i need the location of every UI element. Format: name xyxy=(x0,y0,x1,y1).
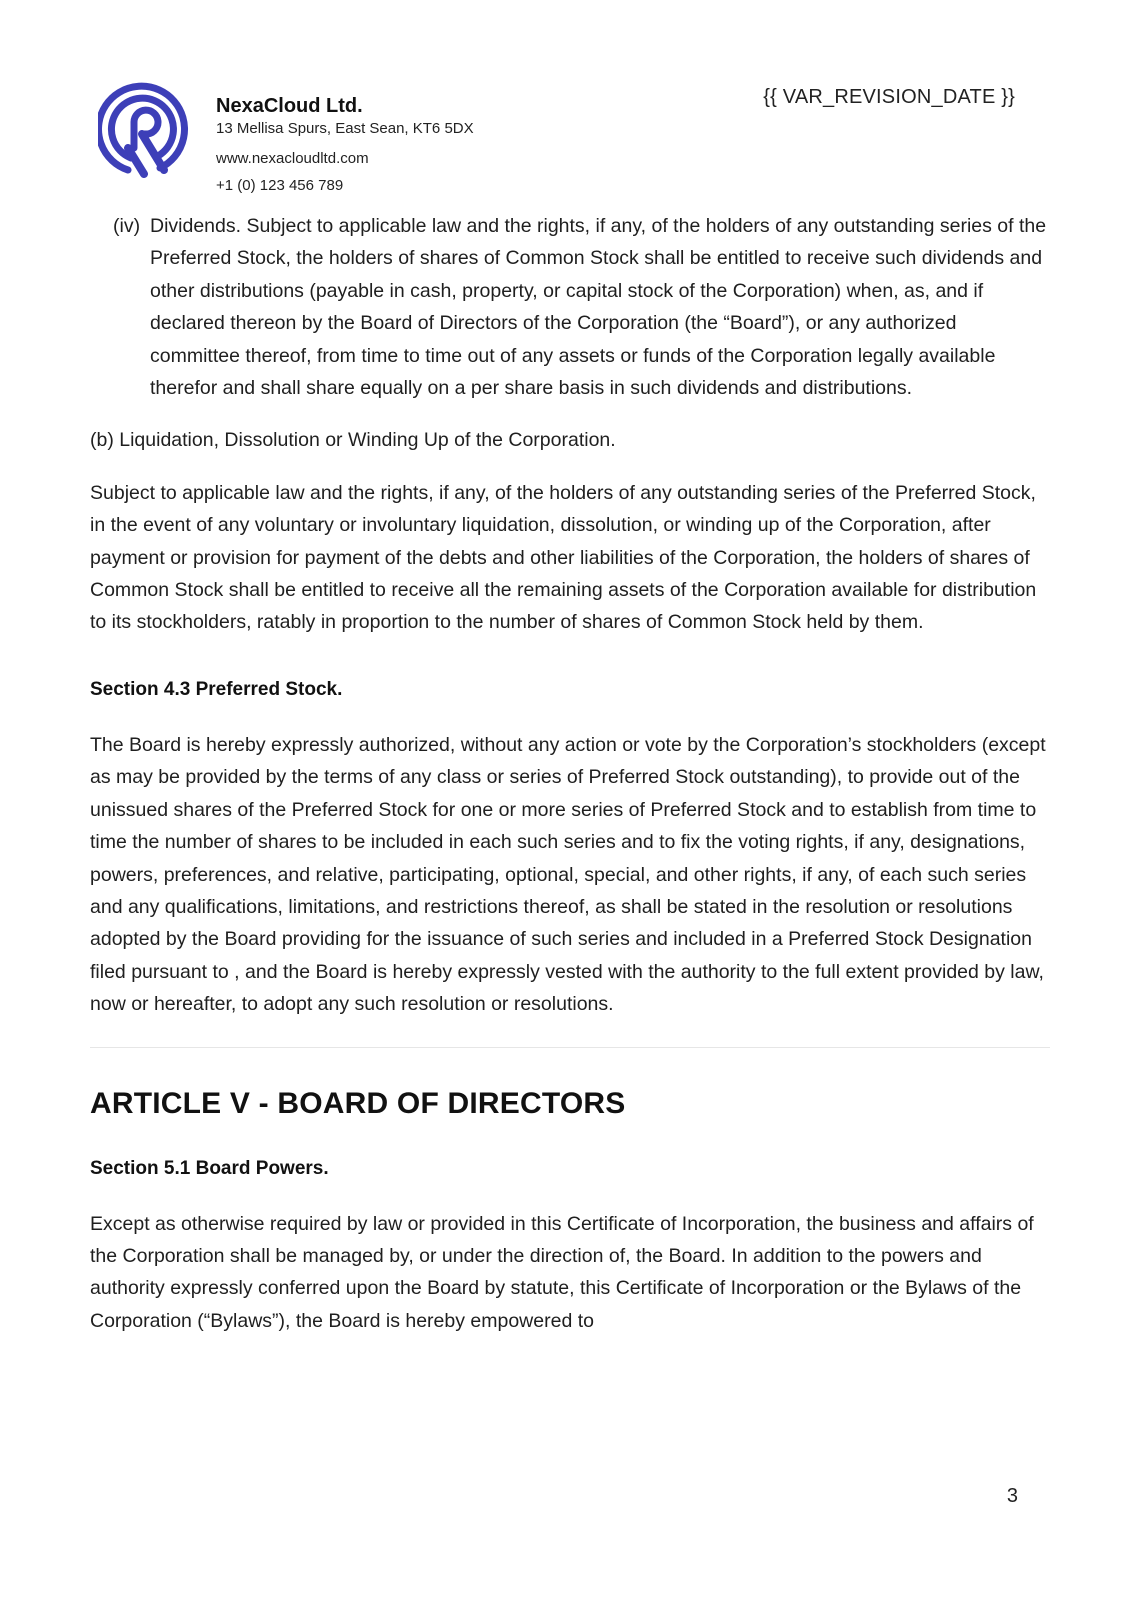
list-item-text: Dividends. Subject to applicable law and the rights, if any, of the holders of any outstanding series of the Preferred Stock, the holders of shares of Common Stock shall be entitled to receive such dividends and other distributions (payable in cash, property, or capital stock of the Corporation) when, as, and if declared thereon by the Board of Directors of the Corporation (the “Board”), or any authorized committee thereof, from time to time out of any assets or funds of the Corporation legally available therefor and shall share equally on a per share basis in such dividends and distributions. xyxy=(150,215,1047,400)
list-marker: (iv) xyxy=(113,215,141,237)
company-name: NexaCloud Ltd. xyxy=(216,95,363,117)
section-divider xyxy=(90,1047,1050,1048)
liquidation-paragraph: Subject to applicable law and the rights, if any, of the holders of any outstanding series of the Preferred Stock, in the event of any voluntary or involuntary liquidation, dissolution, or winding up of the Corporation, after payment or provision for payment of the debts and other liabilities of the Corporation, the holders of shares of Common Stock shall be entitled to receive all the remaining assets of the Corporation available for distribution to its stockholders, ratably in proportion to the number of shares of Common Stock held by them. xyxy=(90,481,1037,634)
document-body xyxy=(90,210,1050,1337)
nexacloud-logo-icon xyxy=(98,78,190,178)
section-4-3-paragraph: The Board is hereby expressly authorized, without any action or vote by the Corporation’s stockholders (except as may be provided by the terms of any class or series of Preferred Stock outstanding), to provide out of the unissued shares of the Preferred Stock for one or more series of Preferred Stock and to establish from time to time the number of shares to be included in each such series and to fix the voting rights, if any, designations, powers, preferences, and relative, participating, optional, special, and other rights, if any, of each such series and any qualifications, limitations, and restrictions thereof, as shall be stated in the resolution or resolutions adopted by the Board providing for the issuance of such series and included in a Preferred Stock Designation filed pursuant to , and the Board is hereby expressly vested with the authority to the full extent provided by law, now or hereafter, to adopt any such resolution or resolutions. xyxy=(90,733,1046,1016)
section-5-1-paragraph: Except as otherwise required by law or provided in this Certificate of Incorporation, the business and affairs of the Corporation shall be managed by, or under the direction of, the Board. In addition to the powers and authority expressly conferred upon the Board by statute, this Certificate of Incorporation or the Bylaws of the Corporation (“Bylaws”), the Board is hereby empowered to xyxy=(90,1212,1034,1332)
article-heading: ARTICLE V - BOARD OF DIRECTORS xyxy=(90,1086,626,1120)
section-heading-5-1: Section 5.1 Board Powers. xyxy=(90,1157,329,1179)
company-address: 13 Mellisa Spurs, East Sean, KT6 5DX xyxy=(216,120,474,137)
subsection-heading-b: (b) Liquidation, Dissolution or Winding Up of the Corporation. xyxy=(90,429,616,452)
list-item-iv xyxy=(90,210,1050,404)
company-info xyxy=(216,93,576,196)
company-website: www.nexacloudltd.com xyxy=(216,150,369,167)
page-header xyxy=(0,0,1131,210)
company-phone: +1 (0) 123 456 789 xyxy=(216,177,344,194)
revision-date: {{ VAR_REVISION_DATE }} xyxy=(763,86,1015,108)
page-number: 3 xyxy=(1006,1485,1018,1507)
section-heading-4-3: Section 4.3 Preferred Stock. xyxy=(90,678,343,700)
